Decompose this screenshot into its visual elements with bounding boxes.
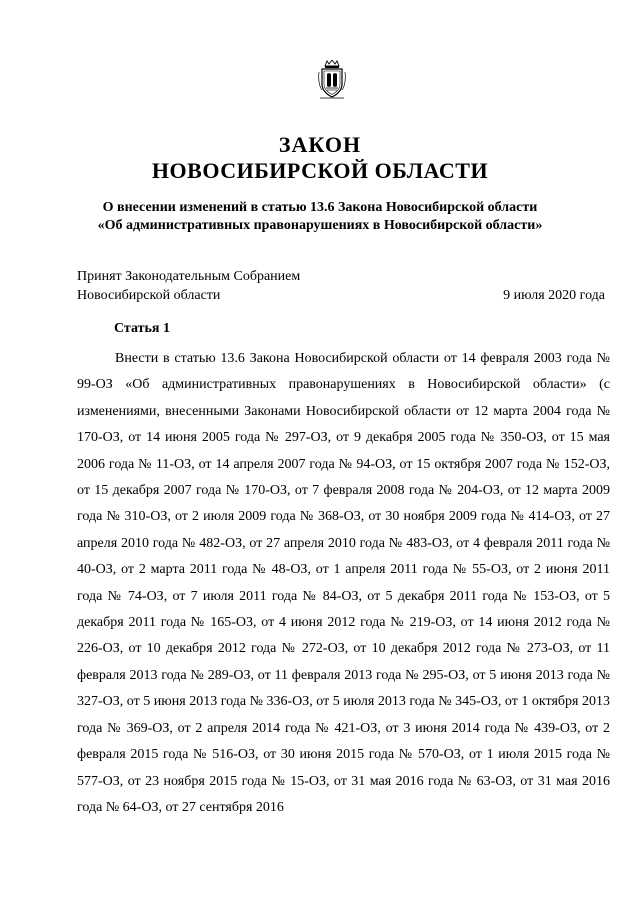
document-subtitle (60, 199, 580, 235)
subtitle-line: «Об административных правонарушениях в Новосибирской области» (97, 218, 543, 233)
coat-of-arms-icon (316, 60, 348, 100)
article-heading: Статья 1 (114, 321, 170, 336)
document-title: ЗАКОН (278, 132, 362, 157)
document-title-region: НОВОСИБИРСКОЙ ОБЛАСТИ (151, 158, 489, 183)
adoption-date: 9 июля 2020 года (503, 288, 605, 303)
article-body: Внести в статью 13.6 Закона Новосибирской области от 14 февраля 2003 года № 99-ОЗ «Об административных правонарушениях в Новосибирской области» (с изменениями, внесенными Законами Новосибирской области от 12 марта 2004 года № 170-ОЗ, от 14 июня 2005 года № 297-ОЗ, от 9 декабря 2005 года № 350-ОЗ, от 15 мая 2006 года № 11-ОЗ, от 14 апреля 2007 года № 94-ОЗ, от 15 октября 2007 года № 152-ОЗ, от 15 декабря 2007 года № 170-ОЗ, от 7 февраля 2008 года № 204-ОЗ, от 12 марта 2009 года № 310-ОЗ, от 2 июля 2009 года № 368-ОЗ, от 30 ноября 2009 года № 414-ОЗ, от 27 апреля 2010 года № 482-ОЗ, от 27 апреля 2010 года № 483-ОЗ, от 4 февраля 2011 года № 40-ОЗ, от 2 марта 2011 года № 48-ОЗ, от 1 апреля 2011 года № 55-ОЗ, от 2 июня 2011 года № 74-ОЗ, от 7 июля 2011 года № 84-ОЗ, от 5 декабря 2011 года № 153-ОЗ, от 5 декабря 2011 года № 165-ОЗ, от 4 июня 2012 года № 219-ОЗ, от 14 июня 2012 года № 226-ОЗ, от 10 декабря 2012 года № 272-ОЗ, от 10 декабря 2012 года № 273-ОЗ, от 11 февраля 2013 года № 289-ОЗ, от 11 февраля 2013 года № 295-ОЗ, от 5 июня 2013 года № 327-ОЗ, от 5 июня 2013 года № 336-ОЗ, от 5 июля 2013 года № 345-ОЗ, от 1 октября 2013 года № 369-ОЗ, от 2 апреля 2014 года № 421-ОЗ, от 3 июня 2014 года № 439-ОЗ, от 2 февраля 2015 года № 516-ОЗ, от 30 июня 2015 года № 570-ОЗ, от 1 июля 2015 года № 577-ОЗ, от 23 ноября 2015 года № 15-ОЗ, от 31 мая 2016 года № 63-ОЗ, от 31 мая 2016 года № 64-ОЗ, от 27 сентября 2016 (77, 351, 610, 815)
adoption-authority: Принят Законодательным Собранием (77, 269, 301, 284)
subtitle-line: О внесении изменений в статью 13.6 Закона Новосибирской области (102, 200, 538, 215)
adoption-authority-region: Новосибирской области (77, 288, 221, 303)
